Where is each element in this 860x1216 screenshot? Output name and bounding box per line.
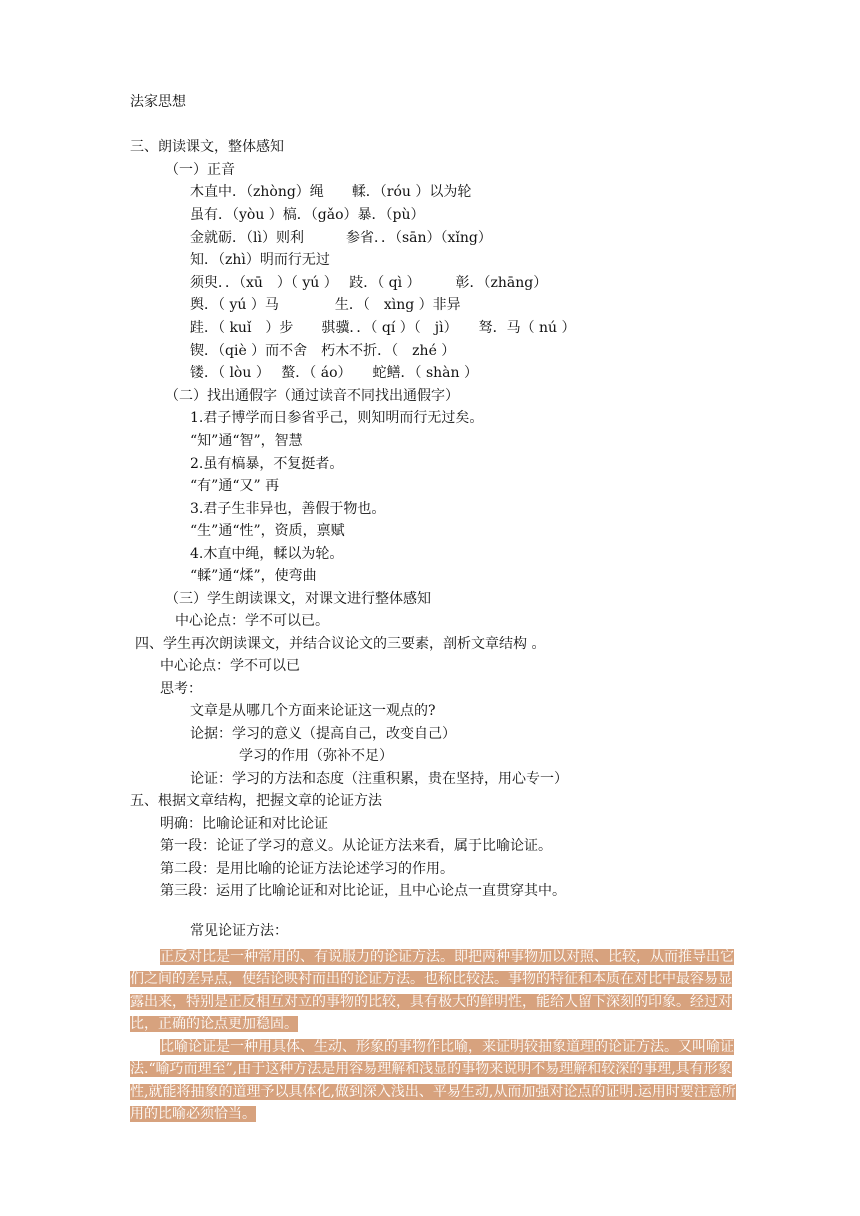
text-line: 须臾．．（xū ）（ yú ） 跂．（ qì ） 彰．（zhāng） bbox=[190, 275, 548, 291]
text-line: 4.木直中绳，輮以为轮。 bbox=[190, 546, 344, 562]
text-line: “生”通“性”，资质，禀赋 bbox=[190, 523, 345, 539]
section-heading: 三、朗读课文，整体感知 bbox=[130, 139, 284, 155]
text-line: 第一段：论证了学习的意义。从论证方法来看，属于比喻论证。 bbox=[160, 838, 552, 854]
text-line: 知．（zhì）明而行无过 bbox=[190, 252, 330, 268]
text-line: 文章是从哪几个方面来论证这一观点的? bbox=[190, 703, 436, 719]
text-line: 中心论点：学不可以已。 bbox=[175, 613, 329, 629]
text-line: “知”通“智”，智慧 bbox=[190, 433, 303, 449]
text-line: 镂．（ lòu ） 螯．（ áo） 蛇鳝．（ shàn ） bbox=[190, 365, 478, 381]
highlighted-paragraph bbox=[130, 946, 742, 1036]
highlighted-text: 正反对比是一种常用的、有说服力的论证方法。即把两种事物加以对照、比较，从而推导出它们之间的差异点，使结论映衬而出的论证方法。也称比较法。事物的特征和本质在对比中最容易显露出来，特别是正反相互对立的事物的比较，具有极大的鲜明性，能给人留下深刻的印象。经过对比，正确的论点更加稳固。 bbox=[130, 949, 734, 1033]
text-line: “輮”通“煣”，使弯曲 bbox=[190, 568, 317, 584]
text-line: 虽有．（yòu ）槁．（gǎo）暴．（pù） bbox=[190, 207, 425, 223]
text-line: 学习的作用（弥补不足） bbox=[239, 748, 393, 764]
subsection-heading: （三）学生朗读课文，对课文进行整体感知 bbox=[165, 591, 431, 607]
text-line: 法家思想 bbox=[130, 94, 186, 110]
text-line: 2.虽有槁暴，不复挺者。 bbox=[190, 456, 344, 472]
text-line: 木直中．（zhòng）绳 輮．（róu ）以为轮 bbox=[190, 184, 472, 200]
text-line: 舆．（ yú ）马 生．（ xìng ）非异 bbox=[190, 297, 461, 313]
text-line: 明确：比喻论证和对比论证 bbox=[160, 816, 328, 832]
text-line: 1.君子博学而日参省乎己，则知明而行无过矣。 bbox=[190, 410, 484, 426]
subsection-heading: （一）正音 bbox=[165, 162, 235, 178]
highlighted-text: 比喻论证是一种用具体、生动、形象的事物作比喻，来证明较抽象道理的论证方法。又叫喻证法.“喻巧而理至”,由于这种方法是用容易理解和浅显的事物来说明不易理解和较深的事理,具有形象性,就能将抽象的道理予以具体化,做到深入浅出、平易生动,从而加强对论点的证明.运用时要注意所用的比喻必须恰当。 bbox=[130, 1039, 736, 1123]
text-line: 跬．（ kuǐ ）步 骐骥．．（ qí ）（ jì） 驽．马（ nú ） bbox=[190, 320, 576, 336]
subsection-heading: （二）找出通假字（通过读音不同找出通假字） bbox=[165, 388, 459, 404]
text-line: 论证：学习的方法和态度（注重积累，贵在坚持，用心专一） bbox=[190, 771, 568, 787]
text-line: 第三段：运用了比喻论证和对比论证，且中心论点一直贯穿其中。 bbox=[160, 883, 566, 899]
text-line: 第二段：是用比喻的论证方法论述学习的作用。 bbox=[160, 861, 454, 877]
text-line: 锲．（qiè ）而不舍 朽木不折．（ zhé ） bbox=[190, 343, 456, 359]
text-line: 中心论点：学不可以已 bbox=[160, 658, 300, 674]
highlighted-paragraph bbox=[130, 1036, 742, 1126]
text-line: 常见论证方法： bbox=[190, 923, 288, 939]
section-heading: 四、学生再次朗读课文，并结合议论文的三要素，剖析文章结构 。 bbox=[135, 636, 546, 652]
text-line: 3.君子生非异也，善假于物也。 bbox=[190, 501, 386, 517]
text-line: 思考： bbox=[160, 681, 202, 697]
text-line: 论据：学习的意义（提高自己，改变自己） bbox=[190, 726, 456, 742]
section-heading: 五、根据文章结构，把握文章的论证方法 bbox=[130, 793, 382, 809]
text-line: 金就砺．（lì）则利 参省．．（sān）（xǐng） bbox=[190, 230, 492, 246]
text-line: “有”通“又” 再 bbox=[190, 478, 280, 494]
